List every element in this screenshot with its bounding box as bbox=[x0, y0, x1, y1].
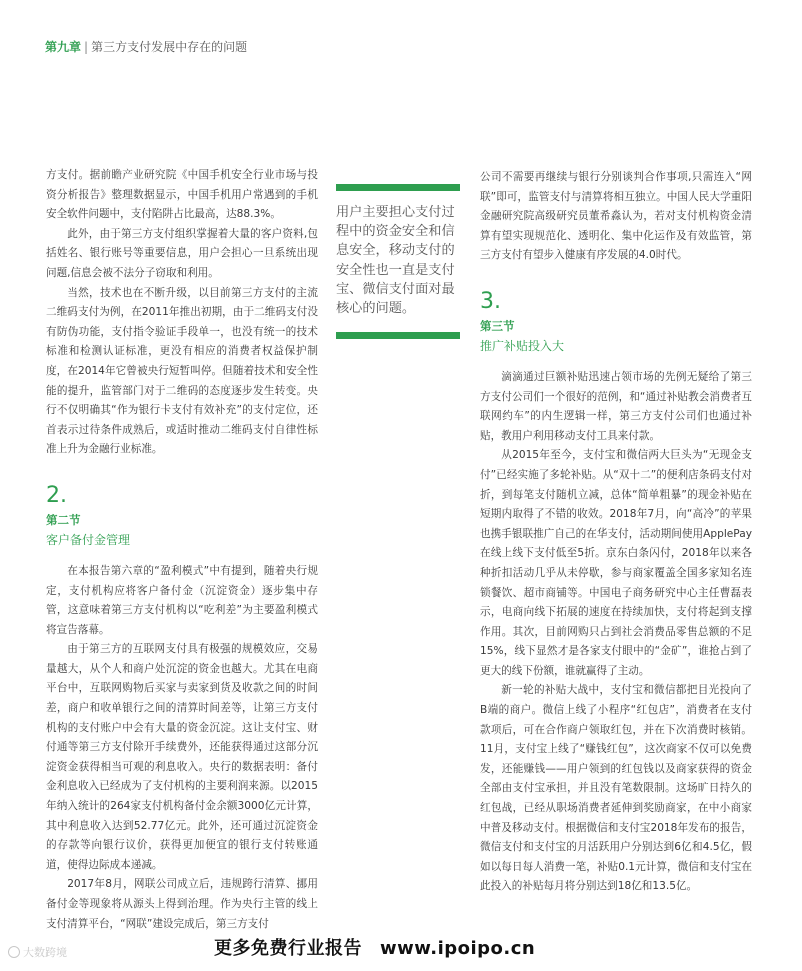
pull-quote bbox=[336, 184, 460, 339]
section-heading-2 bbox=[46, 482, 318, 550]
pull-quote-text: 用户主要担心支付过程中的资金安全和信息安全，移动支付的安全性也一直是支付宝、微信支付面对最核心的问题。 bbox=[336, 205, 455, 317]
body-paragraph: 当然，技术也在不断升级，以目前第三方支付的主流二维码支付为例，在2011年推出初期，由于二维码支付没有防伪功能，支付指令验证手段单一，也没有统一的技术标准和检测认证标准，更没有相应的消费者权益保护制度，在2014年它曾被央行短暂叫停。但随着技术和安全性能的提升，监管部门对于二维码的态度逐步发生转变。央行不仅明确其“作为银行卡支付有效补充”的支付定位，还首表示过待条件成熟后，或适时推动二维码支付自律性标准上升为金融行业标准。 bbox=[46, 286, 318, 456]
section-label: 第三节 bbox=[480, 318, 515, 333]
section-title: 客户备付金管理 bbox=[46, 532, 131, 547]
body-paragraph: 2017年8月，网联公司成立后，违规跨行清算、挪用备付金等现象将从源头上得到治理。作为央行主管的线上支付清算平台，“网联”建设完成后，第三方支付 bbox=[46, 878, 318, 930]
chapter-separator: | bbox=[84, 40, 89, 54]
section-label: 第二节 bbox=[46, 512, 81, 527]
section-number: 2. bbox=[46, 482, 67, 508]
body-paragraph: 公司不需要再继续与银行分别谈判合作事项,只需连入“网联”即可，监管支付与清算将相互独立。中国人民大学重阳金融研究院高级研究员董希淼认为，若对支付机构资金清算有望实现规范化、透明化、集中化运作及有效监管，第三方支付有望步入健康有序发展的4.0时代。 bbox=[480, 171, 752, 262]
body-paragraph: 滴滴通过巨额补贴迅速占领市场的先例无疑给了第三方支付公司们一个很好的范例，和“通过补贴教会消费者互联网约车”的内生逻辑一样，第三方支付公司们也通过补贴，教用户利用移动支付工具来付款。 bbox=[480, 370, 752, 442]
body-paragraph: 由于第三方的互联网支付具有极强的规模效应，交易量越大，从个人和商户处沉淀的资金也越大。尤其在电商平台中，互联网购物后买家与卖家到货及收款之间的时间差，商户和收单银行之间的清算时间差等，让第三方支付机构的支付账户中会有大量的资金沉淀。这让支付宝、财付通等第三方支付除开手续费外，还能获得通过这部分沉淀资金获得相当可观的利息收入。央行的数据表明：备付金利息收入已经成为了支付机构的主要利润来源。以2015年纳入统计的264家支付机构备付金余额3000亿元计算，其中利息收入达到52.77亿元。此外，还可通过沉淀资金的存款等向银行议价，获得更加便宜的银行支付转账通道，使得边际成本递减。 bbox=[46, 643, 318, 871]
section-title: 推广补贴投入大 bbox=[480, 338, 565, 353]
chapter-number: 第九章 bbox=[45, 40, 82, 54]
section-heading-3 bbox=[480, 288, 752, 356]
body-paragraph: 从2015年至今，支付宝和微信两大巨头为“无现金支付”已经实施了多轮补贴。从“双十二”的便利店条码支付对折，到每笔支付随机立减，总体“简单粗暴”的现金补贴在短期内取得了不错的收效。2018年7月，向“高冷”的苹果也携手银联推广自己的在华支付，活动期间使用ApplePay在线上线下支付低至5折。京东白条闪付，2018年以来各种折扣活动几乎从未停歇，参与商家覆盖全国多家知名连锁餐饮、超市商铺等。中国电子商务研究中心主任曹磊表示，电商向线下拓展的速度在持续加快，支付将起到支撑作用。其次，目前网购只占到社会消费品零售总额的不足15%，线下显然才是各家支付眼中的“金矿”，谁抢占到了更大的线下份额，谁就赢得了主动。 bbox=[480, 449, 752, 677]
body-paragraph: 新一轮的补贴大战中，支付宝和微信都把目光投向了B端的商户。微信上线了小程序“红包店”，消费者在支付款项后，可在合作商户领取红包，并在下次消费时核销。11月，支付宝上线了“赚钱红包”，这次商家不仅可以免费发，还能赚钱——用户领到的红包钱以及商家获得的资金全部由支付宝承担，并且没有笔数限制。这场旷日持久的红包战，已经从职场消费者延伸到奖励商家，在中小商家中普及移动支付。根据微信和支付宝2018年发布的报告，微信支付和支付宝的月活跃用户分别达到6亿和4.5亿，假如以每日每人消费一笔，补贴0.1元计算，微信和支付宝在此投入的补贴每月将分别达到18亿和13.5亿。 bbox=[480, 684, 752, 893]
footer-banner-url[interactable]: www.ipoipo.cn bbox=[380, 938, 536, 959]
left-column bbox=[46, 166, 318, 934]
pull-quote-top-bar bbox=[336, 184, 460, 191]
watermark-logo-icon bbox=[8, 946, 20, 958]
body-paragraph: 方支付。据前瞻产业研究院《中国手机安全行业市场与投资分析报告》整理数据显示，中国手机用户常遇到的手机安全软件问题中，支付陷阱占比最高，达88.3%。 bbox=[46, 169, 318, 221]
watermark-text: 大数跨境 bbox=[23, 946, 67, 959]
chapter-header bbox=[45, 38, 247, 55]
pull-quote-bottom-bar bbox=[336, 332, 460, 339]
body-paragraph: 此外，由于第三方支付组织掌握着大量的客户资料,包括姓名、银行账号等重要信息，用户会担心一旦系统出现问题,信息会被不法分子窃取和利用。 bbox=[46, 227, 318, 279]
section-number: 3. bbox=[480, 288, 501, 314]
chapter-title: 第三方支付发展中存在的问题 bbox=[91, 40, 248, 54]
body-paragraph: 在本报告第六章的“盈利模式”中有提到，随着央行规定，支付机构应将客户备付金（沉淀资金）逐步集中存管，这意味着第三方支付机构以“吃利差”为主要盈利模式将宣告落幕。 bbox=[46, 564, 318, 636]
footer-banner-text: 更多免费行业报告 bbox=[214, 938, 362, 959]
right-column bbox=[480, 168, 752, 897]
watermark bbox=[8, 944, 67, 960]
footer-banner bbox=[214, 934, 535, 960]
